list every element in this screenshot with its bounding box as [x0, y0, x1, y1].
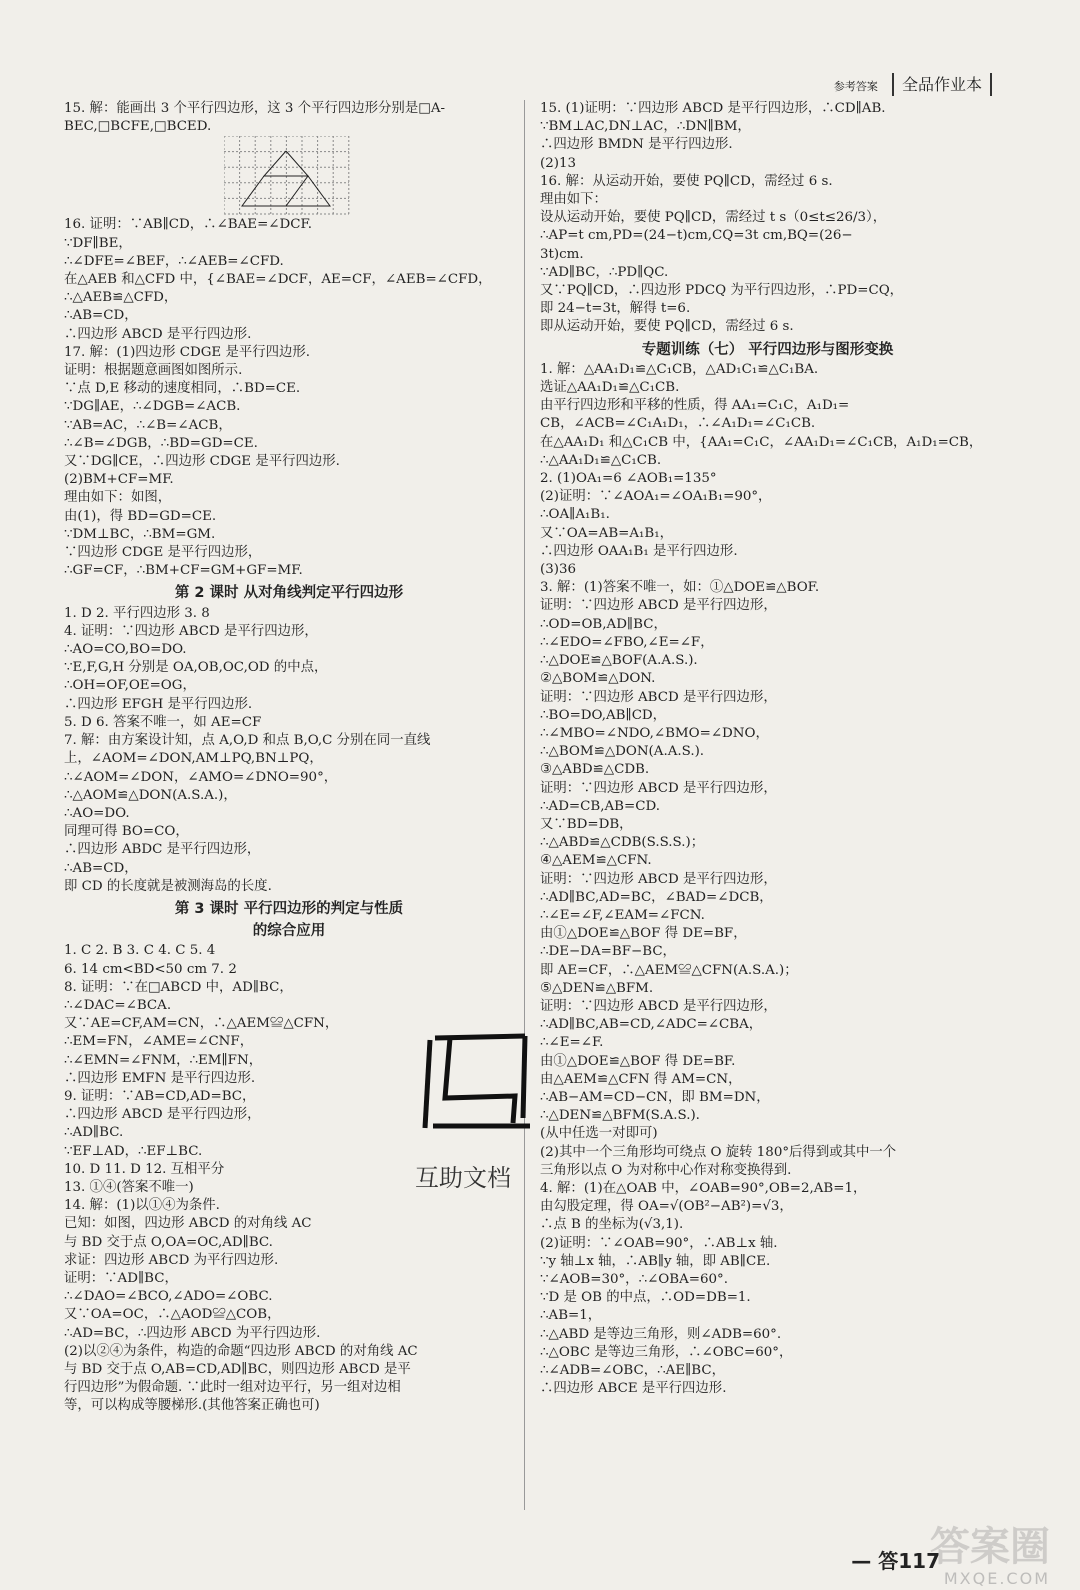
left-column	[64, 100, 514, 1416]
text-line: ∵BM⊥AC,DN⊥AC，∴DN∥BM，	[540, 119, 751, 135]
text-line: 在△AA₁D₁ 和△C₁CB 中，{AA₁=C₁C，∠AA₁D₁=∠C₁CB，A₁D₁=CB，	[540, 434, 983, 450]
column-divider	[524, 100, 525, 1510]
text-line: ∴四边形 EMFN 是平行四边形.	[64, 1070, 256, 1086]
text-line: 15. (1)证明：∵四边形 ABCD 是平行四边形，∴CD∥AB.	[540, 101, 886, 116]
text-line: 由①△DOE≌△BOF 得 DE=BF，	[540, 926, 747, 942]
text-line: 证明：∵四边形 ABCD 是平行四边形，	[540, 780, 777, 796]
text-line: 三角形以点 O 为对称中心作对称变换得到.	[540, 1162, 792, 1178]
text-line: ∴∠ADB=∠OBC，∴AE∥BC，	[540, 1363, 726, 1379]
section-heading: 的综合应用	[252, 923, 326, 940]
text-line: (3)36	[540, 562, 577, 578]
text-line: 证明：∵四边形 ABCD 是平行四边形，	[540, 871, 777, 887]
text-line: 5. D 6. 答案不唯一，如 AE=CF	[64, 714, 262, 730]
text-line: (2)以②④为条件，构造的命题“四边形 ABCD 的对角线 AC	[64, 1343, 418, 1359]
text-line: 在△AEB 和△CFD 中，{∠BAE=∠DCF，AE=CF，∠AEB=∠CFD，	[64, 272, 492, 288]
text-line: CB，∠ACB=∠C₁A₁D₁，∴∠A₁D₁=∠C₁CB.	[540, 416, 816, 432]
text-line: ∴DE−DA=BF−BC，	[540, 944, 676, 960]
text-line: 又∵AE=CF,AM=CN，∴△AEM≌△CFN，	[64, 1016, 339, 1032]
text-line: 已知：如图，四边形 ABCD 的对角线 AC	[64, 1216, 312, 1232]
text-line: ∴四边形 ABCD 是平行四边形，	[64, 1107, 261, 1123]
text-line: ∵DF∥BE，	[64, 235, 132, 251]
text-line: ∵AB=AC，∴∠B=∠ACB，	[64, 417, 232, 433]
text-line: 9. 证明：∵AB=CD,AD=BC，	[64, 1088, 256, 1104]
text-line: ∵∠AOB=30°，∴∠OBA=60°.	[540, 1272, 729, 1287]
text-line: 4. 解：(1)在△OAB 中，∠OAB=90°,OB=2,AB=1，	[540, 1180, 867, 1196]
text-line: ∴∠EDO=∠FBO,∠E=∠F，	[540, 634, 714, 650]
text-line: 又∵OA=AB=A₁B₁，	[540, 525, 674, 541]
text-line: 等，可以构成等腰梯形.(其他答案正确也可)	[64, 1398, 320, 1414]
text-line: ∴∠EMN=∠FNM，∴EM∥FN，	[64, 1052, 263, 1068]
text-line: ∴BO=DO,AB∥CD，	[540, 707, 667, 723]
text-line: 16. 证明：∵AB∥CD，∴∠BAE=∠DCF.	[64, 217, 312, 233]
header-small: 参考答案	[833, 80, 878, 93]
text-line: 同理可得 BO=CO，	[64, 824, 189, 840]
text-line: (2)BM+CF=MF.	[64, 472, 174, 488]
text-line: ∴∠MBO=∠NDO,∠BMO=∠DNO，	[540, 725, 769, 741]
right-column	[540, 100, 995, 1398]
page-number: — 答117	[851, 1549, 940, 1573]
text-line: 14. 解：(1)以①④为条件.	[64, 1198, 220, 1214]
text-line: 即 AE=CF，∴△AEM≌△CFN(A.S.A.)；	[540, 962, 798, 978]
text-line: ∴∠DFE=∠BEF，∴∠AEB=∠CFD.	[64, 253, 284, 269]
text-line: 6. 14 cm<BD<50 cm 7. 2	[64, 961, 237, 977]
text-line: 又∵DG∥CE，∴四边形 CDGE 是平行四边形.	[64, 454, 340, 470]
text-line: ∴∠DAC=∠BCA.	[64, 997, 172, 1013]
grid-figure	[224, 136, 354, 216]
text-line: ∴AO=DO.	[64, 805, 130, 821]
text-line: ∴△DOE≌△BOF(A.A.S.).	[540, 653, 698, 669]
text-line: ∴AP=t cm,PD=(24−t)cm,CQ=3t cm,BQ=(26−	[540, 228, 853, 244]
text-line: ∴GF=CF，∴BM+CF=GM+GF=MF.	[64, 563, 303, 579]
text-line: ∵AD∥BC，∴PD∥QC.	[540, 264, 669, 280]
text-line: ∴AD=BC，∴四边形 ABCD 为平行四边形.	[64, 1325, 321, 1341]
text-line: ∴EM=FN，∠AME=∠CNF，	[64, 1034, 254, 1050]
text-line: 由△AEM≌△CFN 得 AM=CN，	[540, 1071, 742, 1087]
text-line: ∴点 B 的坐标为(√3,1).	[540, 1217, 684, 1233]
text-line: ∴四边形 ABDC 是平行四边形，	[64, 842, 261, 858]
text-line: ∴AO=CO,BO=DO.	[64, 642, 187, 658]
text-line: 又∵BD=DB，	[540, 816, 633, 832]
text-line: 13. ①④(答案不唯一)	[64, 1179, 194, 1195]
section-heading: 第 2 课时 从对角线判定平行四边形	[174, 585, 404, 602]
text-line: ∴△AOM≌△DON(A.S.A.)，	[64, 787, 237, 803]
text-line: 15. 解：能画出 3 个平行四边形，这 3 个平行四边形分别是□A-	[64, 101, 446, 116]
text-line: ∴四边形 EFGH 是平行四边形.	[64, 696, 253, 712]
text-line: 求证：四边形 ABCD 为平行四边形.	[64, 1252, 279, 1268]
watermark-logo: 答案圈	[930, 1524, 1050, 1570]
text-line: ∴四边形 ABCE 是平行四边形.	[540, 1381, 727, 1397]
text-line: ∴△BOM≌△DON(A.A.S.).	[540, 744, 705, 760]
text-line: (从中任选一对即可)	[540, 1126, 658, 1142]
text-line: 证明：根据题意画图如图所示.	[64, 363, 243, 379]
text-line: BEC,□BCFE,□BCED.	[64, 119, 212, 135]
text-line: 证明：∵四边形 ABCD 是平行四边形，	[540, 689, 777, 705]
section-heading: 第 3 课时 平行四边形的判定与性质	[174, 900, 404, 917]
text-line: ∴△OBC 是等边三角形，∴∠OBC=60°，	[540, 1344, 793, 1360]
text-line: ∴△AEB≌△CFD，	[64, 290, 178, 306]
text-line: ∵DM⊥BC，∴BM=GM.	[64, 526, 216, 542]
text-line: 选证△AA₁D₁≌△C₁CB.	[540, 380, 680, 396]
text-line: (2)证明：∵∠OAB=90°，∴AB⊥x 轴.	[540, 1235, 778, 1251]
header-title: 全品作业本	[892, 73, 992, 96]
text-line: ∴AD∥BC,AB=CD,∠ADC=∠CBA，	[540, 1017, 763, 1033]
text-line: ∴AD∥BC.	[64, 1125, 124, 1141]
text-line: 证明：∵四边形 ABCD 是平行四边形，	[540, 598, 777, 614]
text-line: ②△BOM≌△DON.	[540, 671, 656, 687]
text-line: 行四边形”为假命题. ∵此时一组对边平行，另一组对边相	[64, 1380, 401, 1396]
text-line: ∴∠E=∠F,∠EAM=∠FCN.	[540, 907, 705, 923]
text-line: ∴OH=OF,OE=OG，	[64, 678, 196, 694]
text-line: ∵EF⊥AD，∴EF⊥BC.	[64, 1143, 203, 1159]
text-line: ∵DG∥AE，∴∠DGB=∠ACB.	[64, 399, 241, 415]
text-line: 证明：∵四边形 ABCD 是平行四边形，	[540, 998, 777, 1014]
text-line: ∵点 D,E 移动的速度相同，∴BD=CE.	[64, 381, 301, 397]
text-line: 上，∠AOM=∠DON,AM⊥PQ,BN⊥PQ，	[64, 751, 323, 767]
text-line: 即 CD 的长度就是被测海岛的长度.	[64, 878, 272, 894]
text-line: ∴四边形 OAA₁B₁ 是平行四边形.	[540, 543, 738, 559]
text-line: 又∵PQ∥CD，∴四边形 PDCQ 为平行四边形，∴PD=CQ，	[540, 283, 904, 299]
text-line: 8. 证明：∵在□ABCD 中，AD∥BC，	[64, 979, 293, 995]
text-line: 即 24−t=3t，解得 t=6.	[540, 301, 691, 317]
text-line: ∴△ABD≌△CDB(S.S.S.)；	[540, 835, 705, 851]
text-line: 证明：∵AD∥BC，	[64, 1270, 178, 1286]
text-line: (2)13	[540, 155, 577, 171]
text-line: ∴∠DAO=∠BCO,∠ADO=∠OBC.	[64, 1289, 273, 1305]
stamp-text: 互助文档	[415, 1164, 511, 1192]
text-line: 2. (1)OA₁=6 ∠AOB₁=135°	[540, 471, 717, 487]
text-line: ∴AB=CD，	[64, 308, 138, 324]
text-line: ∵四边形 CDGE 是平行四边形，	[64, 545, 262, 561]
text-line: 1. D 2. 平行四边形 3. 8	[64, 605, 210, 621]
text-line: ∵E,F,G,H 分别是 OA,OB,OC,OD 的中点，	[64, 660, 328, 676]
text-line: 16. 解：从运动开始，要使 PQ∥CD，需经过 6 s.	[540, 173, 833, 189]
text-line: 由勾股定理，得 OA=√(OB²−AB²)=√3，	[540, 1199, 793, 1215]
text-line: ∴OD=OB,AD∥BC，	[540, 616, 667, 632]
text-line: 7. 解：由方案设计知，点 A,O,D 和点 B,O,C 分别在同一直线	[64, 733, 431, 749]
text-line: (2)证明：∵∠AOA₁=∠OA₁B₁=90°，	[540, 489, 772, 505]
text-line: 与 BD 交于点 O,OA=OC,AD∥BC.	[64, 1234, 273, 1250]
text-line: ④△AEM≌△CFN.	[540, 853, 652, 869]
text-line: 10. D 11. D 12. 互相平分	[64, 1161, 225, 1177]
text-line: 设从运动开始，要使 PQ∥CD，需经过 t s（0≤t≤26/3），	[540, 210, 887, 226]
text-line: 由平行四边形和平移的性质，得 AA₁=C₁C，A₁D₁=	[540, 398, 850, 414]
text-line: 3. 解：(1)答案不唯一，如：①△DOE≌△BOF.	[540, 580, 820, 596]
text-line: ∴△DEN≌△BFM(S.A.S.).	[540, 1108, 700, 1124]
text-line: ∴AD∥BC,AD=BC，∠BAD=∠DCB，	[540, 889, 773, 905]
text-line: ∴OA∥A₁B₁.	[540, 507, 610, 523]
text-line: ∴AD=CB,AB=CD.	[540, 798, 660, 814]
stamp-logo	[405, 1018, 565, 1198]
text-line: 1. C 2. B 3. C 4. C 5. 4	[64, 943, 216, 959]
text-line: ∴四边形 ABCD 是平行四边形.	[64, 326, 252, 342]
text-line: ∴四边形 BMDN 是平行四边形.	[540, 137, 733, 153]
text-line: 又∵OA=OC，∴△AOD≌△COB，	[64, 1307, 281, 1323]
text-line: ∴∠E=∠F.	[540, 1035, 604, 1051]
text-line: ∴∠B=∠DGB，∴BD=GD=CE.	[64, 435, 258, 451]
page-header	[834, 72, 992, 95]
text-line: 3t)cm.	[540, 246, 584, 262]
text-line: ∴∠AOM=∠DON，∠AMO=∠DNO=90°，	[64, 769, 338, 785]
section-heading: 专题训练（七） 平行四边形与图形变换	[641, 341, 894, 358]
text-line: ⑤△DEN≌△BFM.	[540, 980, 654, 996]
text-line: (2)其中一个三角形均可绕点 O 旋转 180°后得到或其中一个	[540, 1144, 897, 1160]
text-line: 理由如下：	[540, 192, 607, 208]
text-line: ∴AB−AM=CD−CN，即 BM=DN，	[540, 1089, 770, 1105]
text-line: 4. 证明：∵四边形 ABCD 是平行四边形，	[64, 623, 318, 639]
text-line: ∴AB=CD，	[64, 860, 138, 876]
text-line: ∴△ABD 是等边三角形，则∠ADB=60°.	[540, 1326, 782, 1342]
text-line: 理由如下：如图，	[64, 490, 172, 506]
text-line: ③△ABD≌△CDB.	[540, 762, 650, 778]
text-line: ∴AB=1，	[540, 1308, 602, 1324]
text-line: ∵y 轴⊥x 轴，∴AB∥y 轴，即 AB∥CE.	[540, 1253, 771, 1269]
text-line: 1. 解：△AA₁D₁≌△C₁CB，△AD₁C₁≌△C₁BA.	[540, 361, 819, 377]
text-line: ∵D 是 OB 的中点，∴OD=DB=1.	[540, 1290, 751, 1306]
text-line: 17. 解：(1)四边形 CDGE 是平行四边形.	[64, 344, 311, 360]
text-line: 由(1)，得 BD=GD=CE.	[64, 508, 217, 524]
text-line: 由①△DOE≌△BOF 得 DE=BF.	[540, 1053, 736, 1069]
text-line: 与 BD 交于点 O,AB=CD,AD∥BC，则四边形 ABCD 是平	[64, 1362, 411, 1377]
text-line: ∴△AA₁D₁≌△C₁CB.	[540, 452, 662, 468]
text-line: 即从运动开始，要使 PQ∥CD，需经过 6 s.	[540, 319, 794, 335]
watermark-url: MXQE.COM	[943, 1569, 1050, 1588]
